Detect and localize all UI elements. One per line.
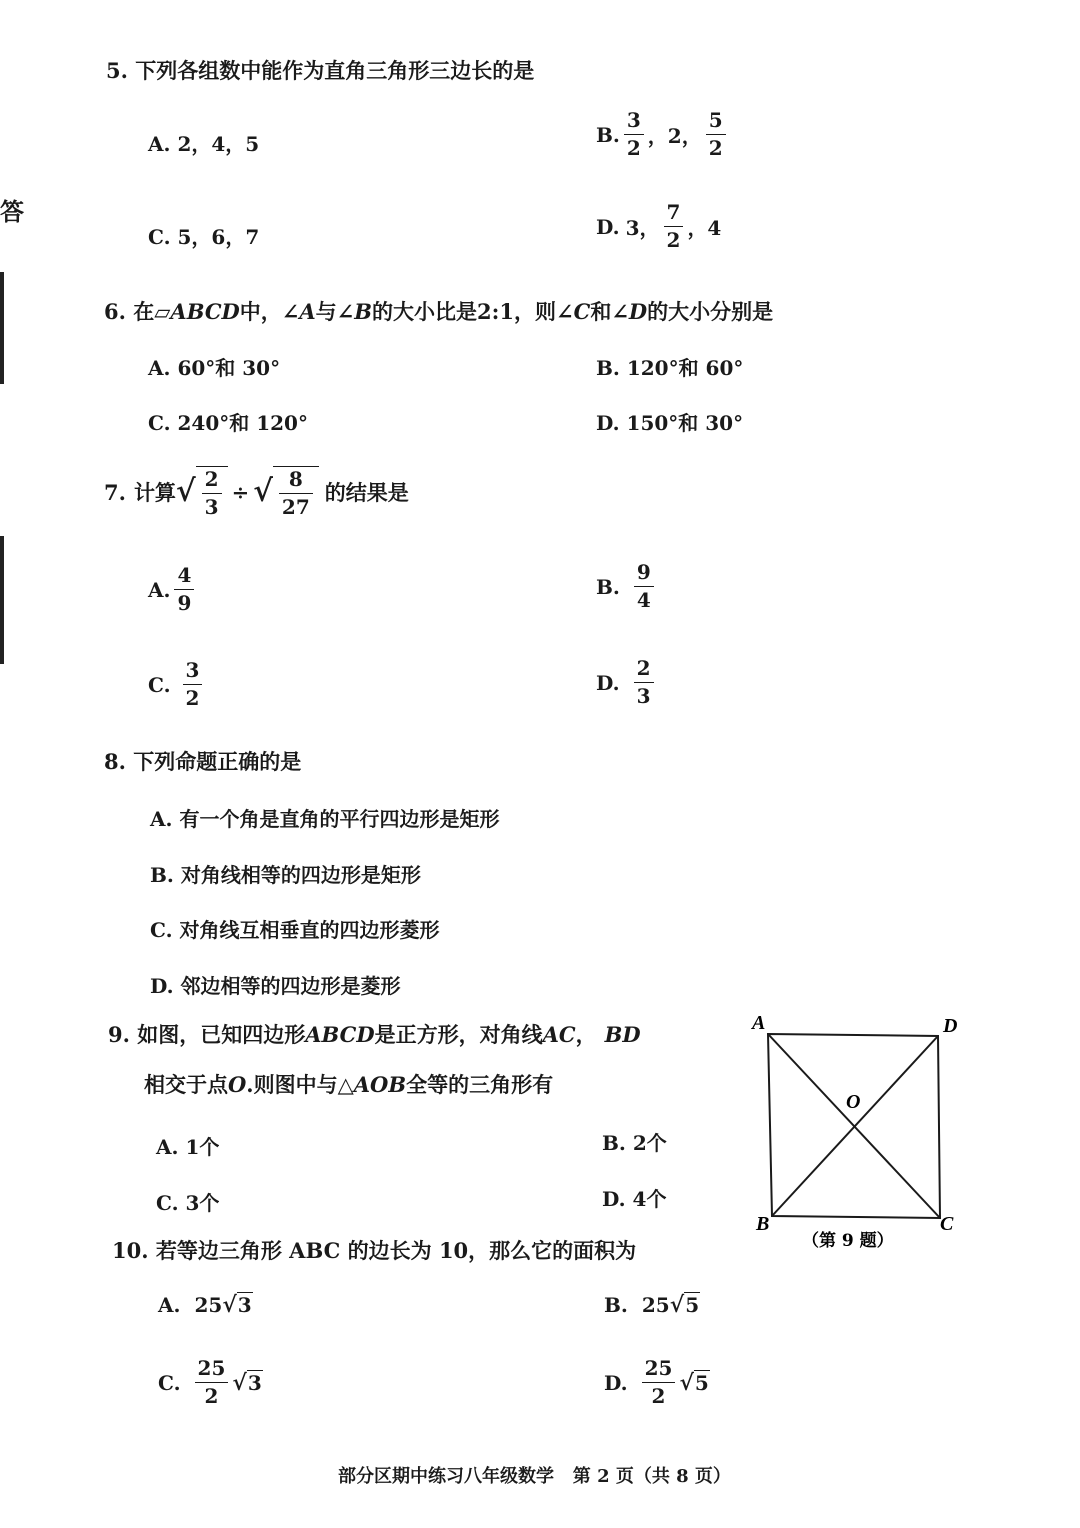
- figure-caption: （第 9 题）: [802, 1231, 894, 1251]
- q7-option-a: A. $\frac{4}{9}$: [148, 565, 198, 614]
- q9-stem-line-1: 9. 如图，已知四边形ABCD是正方形，对角线AC， BD: [108, 1022, 641, 1047]
- q9-number: 9.: [108, 1022, 130, 1047]
- q7-sqrt-2: √ $\frac{8}{27}$: [253, 466, 319, 518]
- q6-option-a: A. 60°和 30°: [148, 356, 281, 380]
- q8-number: 8.: [104, 749, 126, 774]
- q8-option-b: B. 对角线相等的四边形是矩形: [150, 863, 421, 887]
- q6-stem: 6. 在▱ABCD中，∠A与∠B的大小比是2:1，则∠C和∠D的大小分别是: [104, 299, 774, 324]
- q10-option-b: B. 25 √ 5: [604, 1291, 700, 1318]
- q10-number: 10.: [112, 1238, 149, 1263]
- q9-option-a: A. 1个: [156, 1135, 220, 1159]
- vertex-label-d: D: [943, 1015, 958, 1037]
- vertex-label-b: B: [756, 1213, 770, 1235]
- q5-b-sep: ，2，: [647, 124, 702, 148]
- q10-option-d: D. $\frac{25}{2}$ √ 5: [604, 1356, 709, 1408]
- q5-option-d: [596, 202, 721, 251]
- q8-stem: 8. 下列命题正确的是: [104, 749, 302, 774]
- q5-d-post: ，4: [687, 216, 722, 240]
- q6-option-c: C. 240°和 120°: [148, 411, 308, 435]
- q6-number: 6.: [104, 299, 126, 324]
- q5-text: 下列各组数中能作为直角三角形三边长的是: [135, 58, 535, 83]
- q7-option-b: B. $\frac{9}{4}$: [596, 562, 658, 611]
- q8-option-a: A. 有一个角是直角的平行四边形是矩形: [150, 807, 500, 831]
- q10-option-a: A. 25 √ 3: [158, 1291, 252, 1318]
- q5-option-b: [596, 110, 730, 159]
- parallelogram-symbol: ▱: [154, 299, 171, 324]
- q6-option-d: D. 150°和 30°: [596, 411, 744, 435]
- center-label-o: O: [846, 1091, 861, 1113]
- q10-option-c: C. $\frac{25}{2}$ √ 3: [158, 1356, 262, 1408]
- q9-option-c: C. 3个: [156, 1191, 220, 1215]
- q8-option-c: C. 对角线互相垂直的四边形菱形: [150, 918, 440, 942]
- vertex-label-c: C: [940, 1213, 954, 1235]
- q9-square-figure: [740, 1004, 980, 1256]
- q7-option-d: D. $\frac{2}{3}$: [596, 658, 658, 707]
- edge-mark: 答: [0, 197, 24, 226]
- q5-b-label: B.: [596, 122, 620, 147]
- q5-option-a: A. 2，4，5: [148, 132, 260, 156]
- q9-stem-line-2: 相交于点O.则图中与△AOB全等的三角形有: [144, 1072, 554, 1097]
- q5-stem: [106, 55, 534, 85]
- q7-option-c: C. $\frac{3}{2}$: [148, 660, 206, 709]
- q5-b-fraction-1: $\frac{3}{2}$: [624, 110, 644, 159]
- q5-number: 5.: [106, 58, 128, 83]
- q7-sqrt-1: √ $\frac{2}{3}$: [176, 466, 228, 518]
- q9-option-b: B. 2个: [602, 1131, 667, 1155]
- q7-stem: 7. 计算 √ $\frac{2}{3}$ ÷ √ $\frac{8}{27}$ 的结果是: [104, 467, 409, 519]
- vertex-label-a: A: [752, 1012, 766, 1034]
- edge-line: [0, 272, 4, 384]
- q9-option-d: D. 4个: [602, 1187, 667, 1211]
- q5-d-fraction: $\frac{7}{2}$: [664, 202, 684, 251]
- q5-b-fraction-2: $\frac{5}{2}$: [706, 110, 726, 159]
- page-footer: 部分区期中练习八年级数学 第 2 页（共 8 页）: [338, 1466, 731, 1487]
- q6-option-b: B. 120°和 60°: [596, 356, 744, 380]
- q7-number: 7.: [104, 479, 126, 505]
- q10-stem: 10. 若等边三角形 ABC 的边长为 10，那么它的面积为: [112, 1238, 637, 1263]
- q5-option-c: C. 5，6，7: [148, 225, 260, 249]
- q5-d-label: D.: [596, 214, 620, 239]
- edge-line: [0, 536, 4, 664]
- q5-d-pre: 3，: [625, 216, 660, 240]
- q8-option-d: D. 邻边相等的四边形是菱形: [150, 974, 401, 998]
